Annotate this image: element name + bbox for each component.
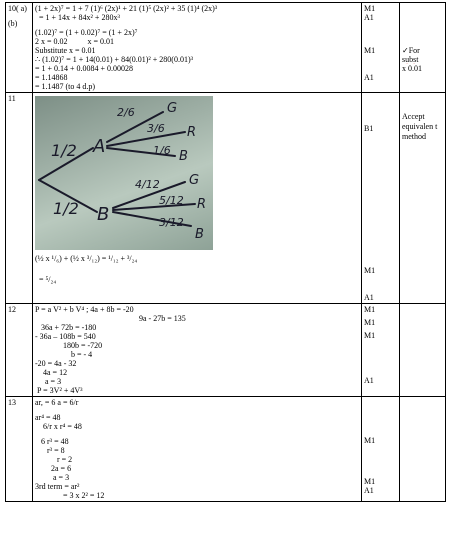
notes-cell	[400, 304, 446, 397]
branch-label: 2/6	[117, 106, 135, 119]
question-number: 13	[8, 398, 16, 407]
question-number-cell	[6, 397, 33, 502]
mark: M1	[364, 331, 376, 340]
working-line: ar⁴ = 48	[35, 413, 61, 422]
node-label: A	[93, 136, 106, 157]
tree-diagram-photo	[35, 96, 213, 250]
branch-label: 1/2	[51, 141, 77, 160]
outcome-label: G	[189, 173, 200, 188]
question-number-cell	[6, 3, 33, 93]
outcome-label: G	[167, 101, 178, 116]
working-line: 2a = 6	[51, 464, 72, 473]
working-line: a = 3	[45, 377, 62, 386]
working-line: Substitute x = 0.01	[35, 46, 96, 55]
note-line: ✓For	[402, 46, 420, 55]
working-line: r³ = 8	[47, 446, 65, 455]
branch-label: 4/12	[135, 178, 160, 191]
note-line: x 0.01	[402, 64, 422, 73]
working-line: 2 x = 0.02 x = 0.01	[35, 37, 115, 46]
question-number-cell	[6, 304, 33, 397]
branch-label: 5/12	[159, 194, 184, 207]
outcome-label: B	[179, 149, 188, 164]
mark: A1	[364, 13, 374, 22]
working-line: 3rd term = ar²	[35, 482, 80, 491]
marks-cell	[362, 304, 400, 397]
note-text: Accept equivalen t method	[402, 112, 438, 141]
marks-cell	[362, 93, 400, 304]
working-line: P = 3V² + 4V³	[37, 386, 83, 395]
branch-label: 3/6	[147, 122, 165, 135]
working-line: b = - 4	[71, 350, 93, 359]
working-line: 36a + 72b = -180	[41, 323, 97, 332]
question-number: 11	[8, 94, 16, 103]
working-line: = 1.1487 (to 4 d.p)	[35, 82, 96, 91]
working-line: 4a = 12	[43, 368, 68, 377]
mark: A1	[364, 376, 374, 385]
working-line: = ⁵/₂₄	[39, 275, 57, 284]
note-line: subst	[402, 55, 419, 64]
working-line: r = 2	[57, 455, 73, 464]
working-line: = 3 x 2² = 12	[63, 491, 105, 500]
mark: M1	[364, 266, 376, 275]
branch-label: 3/12	[159, 216, 184, 229]
notes-cell	[400, 93, 446, 304]
working-line: - 36a – 108b = 540	[35, 332, 96, 341]
working-cell	[33, 304, 362, 397]
row-question-11	[6, 93, 446, 304]
marks-cell	[362, 397, 400, 502]
working-line: 6/r x r⁴ = 48	[43, 422, 82, 431]
notes-cell	[400, 397, 446, 502]
outcome-label: R	[187, 125, 197, 140]
mark: M1	[364, 436, 376, 445]
mark: M1	[364, 46, 376, 55]
working-line: ∴ (1.02)⁷ = 1 + 14(0.01) + 84(0.01)² + 280(0.01)³	[35, 55, 194, 64]
mark: A1	[364, 73, 374, 82]
tree-diagram	[35, 96, 213, 250]
mark: M1	[364, 318, 376, 327]
mark: A1	[364, 293, 374, 302]
mark: M1	[364, 4, 376, 13]
working-line: a = 3	[53, 473, 70, 482]
row-question-10	[6, 3, 446, 93]
question-number: 10( a)	[8, 4, 27, 13]
branch-label: 1/2	[53, 199, 79, 218]
working-line: (½ x ¹/₆) + (½ x ³/₁₂) = ¹/₁₂ + ³/₂₄	[35, 254, 138, 263]
outcome-label: R	[197, 197, 207, 212]
mark: B1	[364, 124, 374, 133]
working-line: ar, = 6 a = 6/r	[35, 398, 79, 407]
working-line: = 1 + 0.14 + 0.0084 + 0.00028	[35, 64, 134, 73]
mark: M1	[364, 305, 376, 314]
notes-cell	[400, 3, 446, 93]
node-label: B	[97, 204, 110, 225]
row-question-12	[6, 304, 446, 397]
working-line: 6 r³ = 48	[41, 437, 69, 446]
outcome-label: B	[195, 227, 204, 242]
working-cell	[33, 93, 362, 304]
working-line: (1.02)⁷ = (1 + 0.02)⁷ = (1 + 2x)⁷	[35, 28, 138, 37]
working-line: = 1.14868	[35, 73, 68, 82]
sub-part-label: (b)	[8, 19, 18, 28]
working-line: 9a - 27b = 135	[139, 314, 186, 323]
working-cell	[33, 397, 362, 502]
working-line: (1 + 2x)⁷ = 1 + 7 (1)⁶ (2x)¹ + 21 (1)⁵ (2x)² + 35 (1)⁴ (2x)³	[35, 4, 218, 13]
working-line: P = a V² + b V⁴ ; 4a + 8b = -20	[35, 305, 134, 314]
working-line: = 1 + 14x + 84x² + 280x³	[39, 13, 120, 22]
working-line: 180b = -720	[63, 341, 103, 350]
working-cell	[33, 3, 362, 93]
mark: A1	[364, 486, 374, 495]
row-question-13	[6, 397, 446, 502]
working-line: -20 = 4a - 32	[35, 359, 77, 368]
question-number: 12	[8, 305, 16, 314]
branch-label: 1/6	[153, 144, 171, 157]
marking-scheme-table	[5, 2, 446, 502]
marks-cell	[362, 3, 400, 93]
question-number-cell	[6, 93, 33, 304]
mark: M1	[364, 477, 376, 486]
